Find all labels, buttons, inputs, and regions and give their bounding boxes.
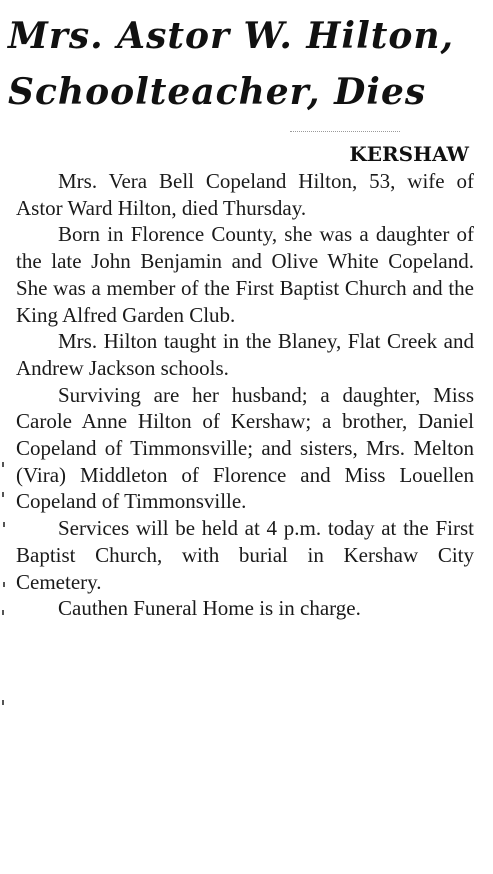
scan-speck	[3, 582, 5, 587]
headline	[8, 8, 478, 120]
headline-line-2: Schoolteacher, Dies	[8, 71, 427, 113]
paragraph-survivors: Surviving are her husband; a daughter, Miss Carole Anne Hilton of Kershaw; a brother, Daniel Copeland of Timmonsville; and sisters, Mrs. Melton (Vira) Middleton of Florence and Miss Louellen Copeland of Timmonsville.	[16, 382, 474, 514]
scan-speck	[2, 700, 4, 705]
dateline: KERSHAW	[349, 142, 469, 166]
paragraph-career: Mrs. Hilton taught in the Blaney, Flat Creek and Andrew Jackson schools.	[16, 329, 474, 380]
paragraph-funeral-home: Cauthen Funeral Home is in charge.	[58, 596, 361, 621]
paragraph-background: Born in Florence County, she was a daughter of the late John Benjamin and Olive White Copeland. She was a member of the First Baptist Church and the King Alfred Garden Club.	[16, 222, 474, 327]
scan-speck	[2, 610, 4, 615]
paragraph-services: Services will be held at 4 p.m. today at the First Baptist Church, with burial in Kershaw City Cemetery.	[16, 516, 474, 594]
faint-rule	[290, 131, 400, 132]
article-body	[16, 168, 474, 622]
headline-line-1: Mrs. Astor W. Hilton,	[8, 15, 455, 57]
paragraph-death-notice: Mrs. Vera Bell Copeland Hilton, 53, wife of Astor Ward Hilton, died Thursday.	[16, 169, 474, 220]
scan-speck	[3, 522, 5, 527]
scan-speck	[2, 492, 4, 497]
scan-speck	[2, 462, 4, 467]
